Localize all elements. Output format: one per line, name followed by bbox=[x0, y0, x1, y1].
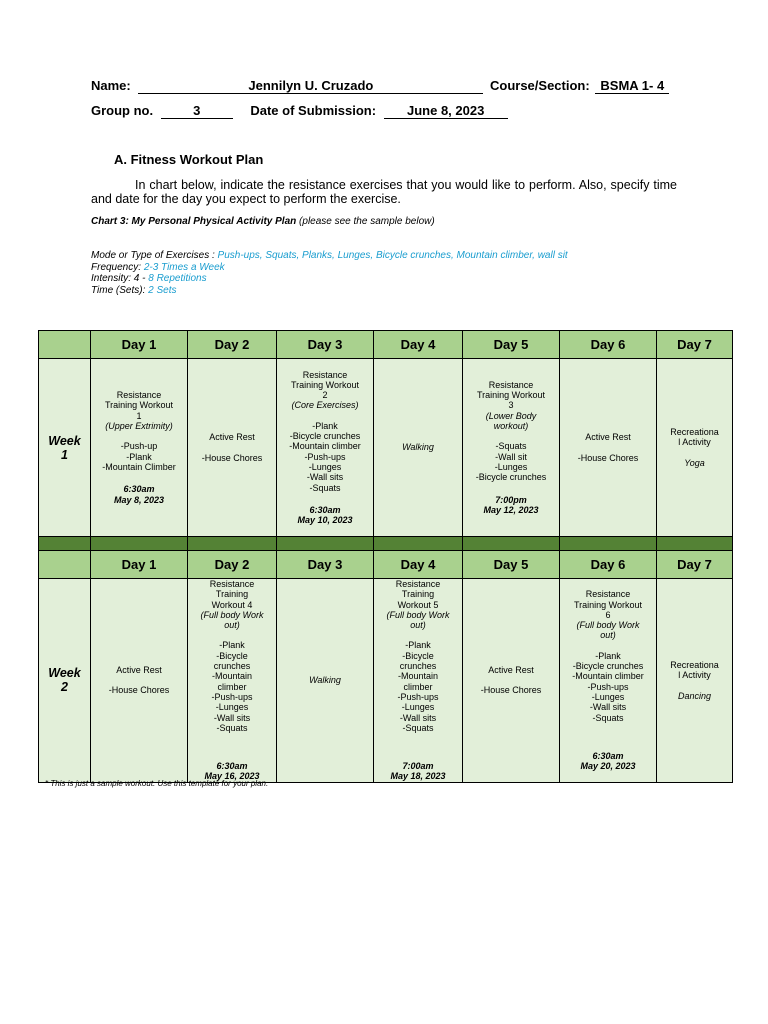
activity-subtitle: (Core Exercises) bbox=[291, 400, 359, 411]
day-header: Day 7 bbox=[657, 331, 733, 359]
schedule-time: 6:30am May 20, 2023 bbox=[580, 750, 636, 772]
exercise-list: -House Chores bbox=[480, 685, 542, 696]
day-header: Day 5 bbox=[463, 551, 560, 579]
day-header: Day 6 bbox=[560, 551, 657, 579]
separator-cell bbox=[657, 537, 733, 551]
activity-plan-table bbox=[38, 330, 733, 783]
activity-title: Active Rest bbox=[585, 432, 631, 443]
day-header-row bbox=[39, 331, 733, 359]
group-line bbox=[91, 103, 508, 119]
activity-subtitle: (Full body Work out) bbox=[200, 609, 264, 631]
schedule-time: 7:00am May 18, 2023 bbox=[390, 761, 446, 782]
activity-subtitle: (Full body Work out) bbox=[386, 609, 450, 631]
plan-details bbox=[91, 250, 711, 296]
exercise-list: -Plank -Bicycle crunches -Mountain climber -Push-ups -Lunges -Wall sits -Squats bbox=[572, 650, 644, 723]
activity-cell bbox=[463, 359, 560, 537]
activity-cell bbox=[657, 359, 733, 537]
exercise-list: -Squats -Wall sit -Lunges -Bicycle crunches bbox=[475, 441, 547, 483]
separator-cell bbox=[560, 537, 657, 551]
day-header: Day 3 bbox=[277, 331, 374, 359]
week-row bbox=[39, 359, 733, 537]
exercise-list: -House Chores bbox=[577, 452, 639, 463]
day-header: Day 3 bbox=[277, 551, 374, 579]
name-line bbox=[91, 78, 669, 94]
date-value: June 8, 2023 bbox=[384, 103, 508, 119]
activity-cell bbox=[374, 579, 463, 783]
chart-caption-note: (please see the sample below) bbox=[299, 216, 435, 227]
name-label: Name: bbox=[91, 78, 131, 93]
footnote: * This is just a sample workout. Use this template for your plan. bbox=[45, 779, 269, 788]
chart-caption bbox=[91, 216, 435, 227]
activity-title: Resistance Training Workout 2 bbox=[290, 369, 360, 401]
activity-cell bbox=[463, 579, 560, 783]
week-row bbox=[39, 579, 733, 783]
instruction-paragraph: In chart below, indicate the resistance exercises that you would like to perform. Also, specify time and date for the day you expect to perform the exercise. bbox=[91, 178, 677, 206]
day-header: Day 6 bbox=[560, 331, 657, 359]
week-label: Week 2 bbox=[48, 666, 81, 695]
chart-caption-title: Chart 3: My Personal Physical Activity Plan bbox=[91, 216, 297, 227]
activity-title: Resistance Training Workout 3 bbox=[476, 379, 546, 411]
activity-title: Active Rest bbox=[209, 432, 255, 443]
activity-subtitle: (Upper Extrimity) bbox=[105, 421, 173, 432]
corner-cell bbox=[39, 331, 91, 359]
course-label: Course/Section: bbox=[490, 78, 590, 93]
day-header: Day 2 bbox=[188, 331, 277, 359]
activity-title: Recreationa l Activity bbox=[670, 659, 719, 681]
name-value: Jennilyn U. Cruzado bbox=[138, 78, 483, 94]
date-label: Date of Submission: bbox=[250, 103, 377, 118]
activity-cell bbox=[657, 579, 733, 783]
separator-cell bbox=[463, 537, 560, 551]
frequency-value: 2-3 Times a Week bbox=[143, 261, 225, 273]
week-label-cell bbox=[39, 579, 91, 783]
frequency-label: Frequency: bbox=[91, 261, 142, 273]
exercise-list: -House Chores bbox=[201, 452, 263, 463]
group-value: 3 bbox=[161, 103, 233, 119]
activity-cell bbox=[188, 359, 277, 537]
schedule-time: 6:30am May 16, 2023 bbox=[204, 761, 260, 782]
activity-title: Active Rest bbox=[488, 665, 534, 676]
activity-cell bbox=[91, 579, 188, 783]
activity-title: Recreationa l Activity bbox=[670, 427, 719, 448]
exercise-list: -Plank -Bicycle crunches -Mountain climber -Push-ups -Lunges -Wall sits -Squats bbox=[211, 640, 253, 733]
day-header: Day 1 bbox=[91, 551, 188, 579]
activity-cell bbox=[277, 359, 374, 537]
intensity-label: Intensity: 4 - bbox=[91, 273, 146, 284]
time-value: 2 Sets bbox=[148, 284, 177, 296]
separator-cell bbox=[374, 537, 463, 551]
activity-cell bbox=[91, 359, 188, 537]
corner-cell bbox=[39, 551, 91, 579]
day-header: Day 4 bbox=[374, 331, 463, 359]
exercise-list: -Plank -Bicycle crunches -Mountain climber -Push-ups -Lunges -Wall sits -Squats bbox=[397, 640, 439, 733]
week-separator bbox=[39, 537, 733, 551]
schedule-time: 7:00pm May 12, 2023 bbox=[483, 494, 539, 515]
week-label-cell bbox=[39, 359, 91, 537]
schedule-time: 6:30am May 8, 2023 bbox=[113, 484, 165, 505]
day-header: Day 5 bbox=[463, 331, 560, 359]
course-value: BSMA 1- 4 bbox=[595, 78, 669, 94]
activity-subtitle: (Lower Body workout) bbox=[485, 410, 537, 432]
activity-subtitle: Walking bbox=[309, 675, 341, 686]
activity-subtitle: (Full body Work out) bbox=[576, 620, 640, 641]
day-header: Day 1 bbox=[91, 331, 188, 359]
group-label: Group no. bbox=[91, 103, 154, 118]
intensity-value: 8 Repetitions bbox=[148, 273, 207, 284]
exercise-list: -Push-up -Plank -Mountain Climber bbox=[102, 441, 176, 472]
separator-cell bbox=[39, 537, 91, 551]
day-header: Day 7 bbox=[657, 551, 733, 579]
exercise-list: -House Chores bbox=[108, 685, 170, 696]
activity-subtitle: Dancing bbox=[677, 690, 712, 701]
mode-label: Mode or Type of Exercises : bbox=[91, 250, 215, 261]
exercise-list: -Plank -Bicycle crunches -Mountain climber -Push-ups -Lunges -Wall sits -Squats bbox=[289, 420, 361, 493]
activity-cell bbox=[277, 579, 374, 783]
activity-cell bbox=[188, 579, 277, 783]
mode-value: Push-ups, Squats, Planks, Lunges, Bicycle crunches, Mountain climber, wall sit bbox=[217, 250, 568, 261]
separator-cell bbox=[91, 537, 188, 551]
separator-cell bbox=[188, 537, 277, 551]
activity-cell bbox=[560, 359, 657, 537]
activity-cell bbox=[374, 359, 463, 537]
activity-title: Resistance Training Workout 4 bbox=[209, 579, 255, 610]
activity-cell bbox=[560, 579, 657, 783]
day-header: Day 2 bbox=[188, 551, 277, 579]
activity-title: Resistance Training Workout 1 bbox=[104, 390, 174, 421]
schedule-time: 6:30am May 10, 2023 bbox=[297, 504, 353, 526]
day-header: Day 4 bbox=[374, 551, 463, 579]
week-label: Week 1 bbox=[48, 433, 81, 462]
activity-title: Active Rest bbox=[116, 665, 162, 676]
section-title: A. Fitness Workout Plan bbox=[114, 152, 264, 167]
activity-title: Resistance Training Workout 6 bbox=[573, 589, 643, 620]
separator-cell bbox=[277, 537, 374, 551]
activity-title: Resistance Training Workout 5 bbox=[395, 579, 441, 610]
day-header-row bbox=[39, 551, 733, 579]
activity-subtitle: Walking bbox=[402, 442, 434, 453]
time-label: Time (Sets): bbox=[91, 284, 146, 296]
activity-subtitle: Yoga bbox=[684, 457, 705, 468]
